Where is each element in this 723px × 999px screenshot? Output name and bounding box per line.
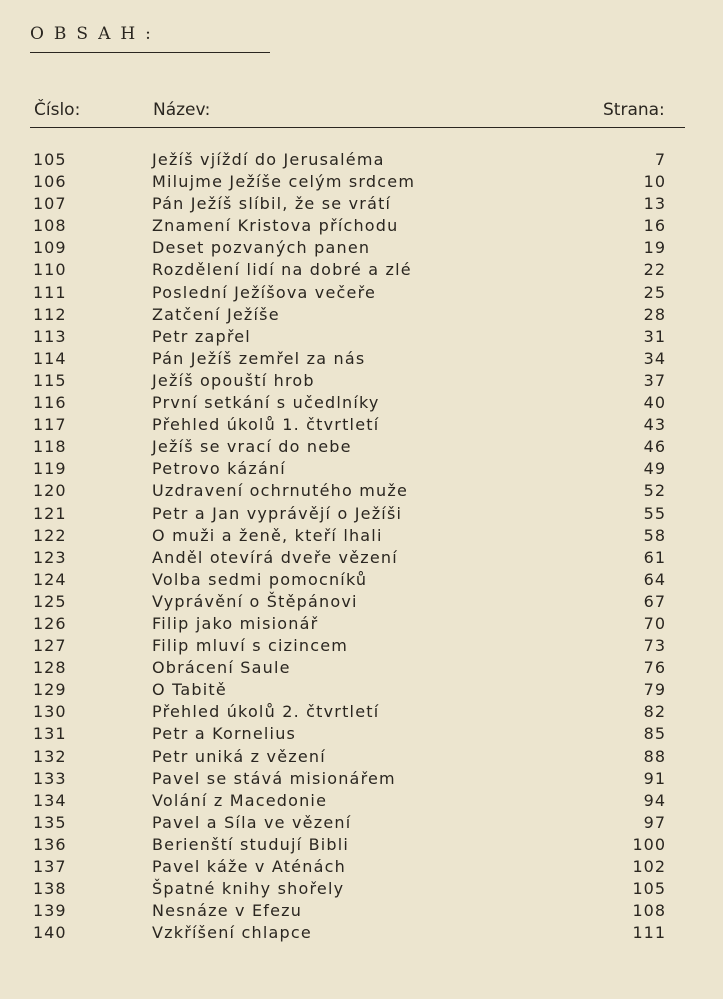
entry-page: 58 (643, 525, 666, 545)
entry-number: 138 (33, 879, 67, 899)
entry-page: 43 (643, 415, 666, 435)
entry-page: 16 (643, 216, 666, 236)
entry-title: Přehled úkolů 2. čtvrtletí (152, 702, 380, 722)
toc-row (0, 723, 723, 745)
entry-number: 119 (33, 459, 67, 479)
toc-row (0, 635, 723, 657)
entry-number: 125 (33, 591, 67, 611)
toc-row (0, 171, 723, 193)
entry-title: Znamení Kristova příchodu (152, 216, 399, 236)
toc-row (0, 547, 723, 569)
entry-title: Pavel se stává misionářem (152, 768, 396, 788)
toc-row (0, 370, 723, 392)
entry-number: 117 (33, 415, 67, 435)
toc-row (0, 436, 723, 458)
entry-title: O muži a ženě, kteří lhali (152, 525, 383, 545)
entry-page: 88 (643, 746, 666, 766)
entry-title: Vzkříšení chlapce (152, 923, 312, 943)
entry-number: 136 (33, 834, 67, 854)
toc-row (0, 657, 723, 679)
entry-title: Nesnáze v Efezu (152, 901, 303, 921)
entry-number: 115 (33, 370, 67, 390)
entry-number: 118 (33, 437, 67, 457)
entry-title: Vyprávění o Štěpánovi (152, 591, 358, 611)
entry-number: 107 (33, 194, 67, 214)
entry-title: O Tabitě (152, 680, 227, 700)
entry-title: Zatčení Ježíše (152, 304, 280, 324)
entry-title: Uzdravení ochrnutého muže (152, 481, 409, 501)
toc-row (0, 237, 723, 259)
toc-row (0, 701, 723, 723)
entry-page: 73 (643, 636, 666, 656)
page-heading: OBSAH: (30, 24, 161, 44)
entry-page: 28 (643, 304, 666, 324)
entry-page: 105 (632, 879, 666, 899)
entry-number: 137 (33, 857, 67, 876)
entry-page: 85 (643, 724, 666, 744)
toc-row (0, 193, 723, 215)
toc-row (0, 812, 723, 834)
entry-title: Poslední Ježíšova večeře (152, 282, 377, 302)
entry-title: Pavel a Síla ve vězení (152, 812, 352, 832)
entry-title: Rozdělení lidí na dobré a zlé (152, 260, 412, 280)
entry-number: 120 (33, 481, 67, 501)
entry-page: 100 (632, 834, 666, 854)
entry-title: Pán Ježíš slíbil, že se vrátí (152, 194, 392, 214)
entry-number: 111 (33, 282, 67, 302)
entry-page: 108 (632, 901, 666, 921)
toc-row (0, 348, 723, 370)
entry-page: 34 (643, 348, 666, 368)
header-divider (30, 127, 685, 128)
entry-page: 97 (643, 812, 666, 832)
entry-page: 25 (643, 282, 666, 302)
toc-row (0, 282, 723, 304)
entry-title: Petrovo kázání (152, 459, 286, 479)
entry-title: První setkání s učedlníky (152, 393, 380, 413)
toc-row (0, 304, 723, 326)
entry-title: Ježíš vjíždí do Jerusaléma (152, 150, 385, 169)
entry-title: Petr zapřel (152, 326, 251, 346)
entry-number: 124 (33, 569, 67, 589)
entry-number: 128 (33, 658, 67, 678)
entry-page: 94 (643, 790, 666, 810)
entry-page: 79 (643, 680, 666, 700)
toc-row (0, 790, 723, 812)
toc-row (0, 215, 723, 237)
toc-row (0, 834, 723, 856)
toc-row (0, 856, 723, 878)
entry-number: 121 (33, 503, 67, 523)
entry-page: 49 (643, 459, 666, 479)
toc-row (0, 458, 723, 480)
entry-title: Pavel káže v Aténách (152, 857, 346, 876)
entry-number: 112 (33, 304, 67, 324)
entry-page: 61 (643, 547, 666, 567)
entry-page: 82 (643, 702, 666, 722)
entry-number: 110 (33, 260, 67, 280)
entry-title: Petr a Jan vyprávějí o Ježíši (152, 503, 403, 523)
entry-page: 111 (632, 923, 666, 943)
entry-page: 22 (643, 260, 666, 280)
toc-row (0, 569, 723, 591)
entry-number: 116 (33, 393, 67, 413)
entry-number: 123 (33, 547, 67, 567)
entry-page: 40 (643, 393, 666, 413)
entry-page: 37 (643, 370, 666, 390)
entry-page: 102 (632, 857, 666, 876)
toc-row (0, 746, 723, 768)
entry-page: 91 (643, 768, 666, 788)
column-header-page: Strana: (603, 100, 665, 120)
entry-number: 130 (33, 702, 67, 722)
toc-row (0, 503, 723, 525)
entry-title: Deset pozvaných panen (152, 238, 371, 258)
entry-number: 139 (33, 901, 67, 921)
entry-number: 135 (33, 812, 67, 832)
entry-number: 140 (33, 923, 67, 943)
toc-row (0, 679, 723, 701)
entry-page: 67 (643, 591, 666, 611)
entry-title: Volání z Macedonie (152, 790, 328, 810)
entry-number: 131 (33, 724, 67, 744)
entry-page: 70 (643, 613, 666, 633)
column-header-title: Název: (153, 100, 211, 120)
toc-row (0, 149, 723, 171)
entry-number: 126 (33, 613, 67, 633)
entry-title: Obrácení Saule (152, 658, 291, 678)
entry-number: 133 (33, 768, 67, 788)
entry-title: Anděl otevírá dveře vězení (152, 547, 398, 567)
entry-number: 106 (33, 172, 67, 192)
toc-row (0, 878, 723, 900)
entry-title: Milujme Ježíše celým srdcem (152, 172, 416, 192)
entry-page: 64 (643, 569, 666, 589)
entry-title: Přehled úkolů 1. čtvrtletí (152, 415, 380, 435)
entry-number: 134 (33, 790, 67, 810)
toc-row (0, 613, 723, 635)
toc-row (0, 259, 723, 281)
entry-page: 46 (643, 437, 666, 457)
entry-title: Petr a Kornelius (152, 724, 297, 744)
entry-number: 132 (33, 746, 67, 766)
entry-number: 113 (33, 326, 67, 346)
entry-title: Špatné knihy shořely (152, 879, 345, 899)
entry-title: Pán Ježíš zemřel za nás (152, 348, 366, 368)
column-header-number: Číslo: (34, 100, 81, 120)
entry-number: 109 (33, 238, 67, 258)
toc-row (0, 326, 723, 348)
entry-page: 52 (643, 481, 666, 501)
toc-row (0, 392, 723, 414)
entry-number: 105 (33, 150, 67, 169)
entry-number: 129 (33, 680, 67, 700)
toc-row (0, 591, 723, 613)
entry-page: 31 (643, 326, 666, 346)
entry-page: 76 (643, 658, 666, 678)
entry-number: 127 (33, 636, 67, 656)
entry-page: 19 (643, 238, 666, 258)
entry-title: Volba sedmi pomocníků (152, 569, 368, 589)
entry-title: Filip jako misionář (152, 613, 319, 633)
toc-row (0, 900, 723, 922)
toc-row (0, 922, 723, 944)
entry-page: 10 (643, 172, 666, 192)
toc-row (0, 414, 723, 436)
heading-underline (30, 52, 270, 53)
entry-page: 55 (643, 503, 666, 523)
entry-number: 108 (33, 216, 67, 236)
entry-page: 13 (643, 194, 666, 214)
entry-title: Petr uniká z vězení (152, 746, 326, 766)
entry-page: 7 (654, 150, 666, 169)
entry-number: 122 (33, 525, 67, 545)
toc-row (0, 768, 723, 790)
entry-title: Filip mluví s cizincem (152, 636, 349, 656)
toc-row (0, 480, 723, 502)
toc-row (0, 525, 723, 547)
entry-title: Ježíš opouští hrob (152, 370, 315, 390)
table-of-contents (0, 149, 723, 944)
entry-number: 114 (33, 348, 67, 368)
entry-title: Ježíš se vrací do nebe (152, 437, 352, 457)
entry-title: Berienští studují Bibli (152, 834, 350, 854)
